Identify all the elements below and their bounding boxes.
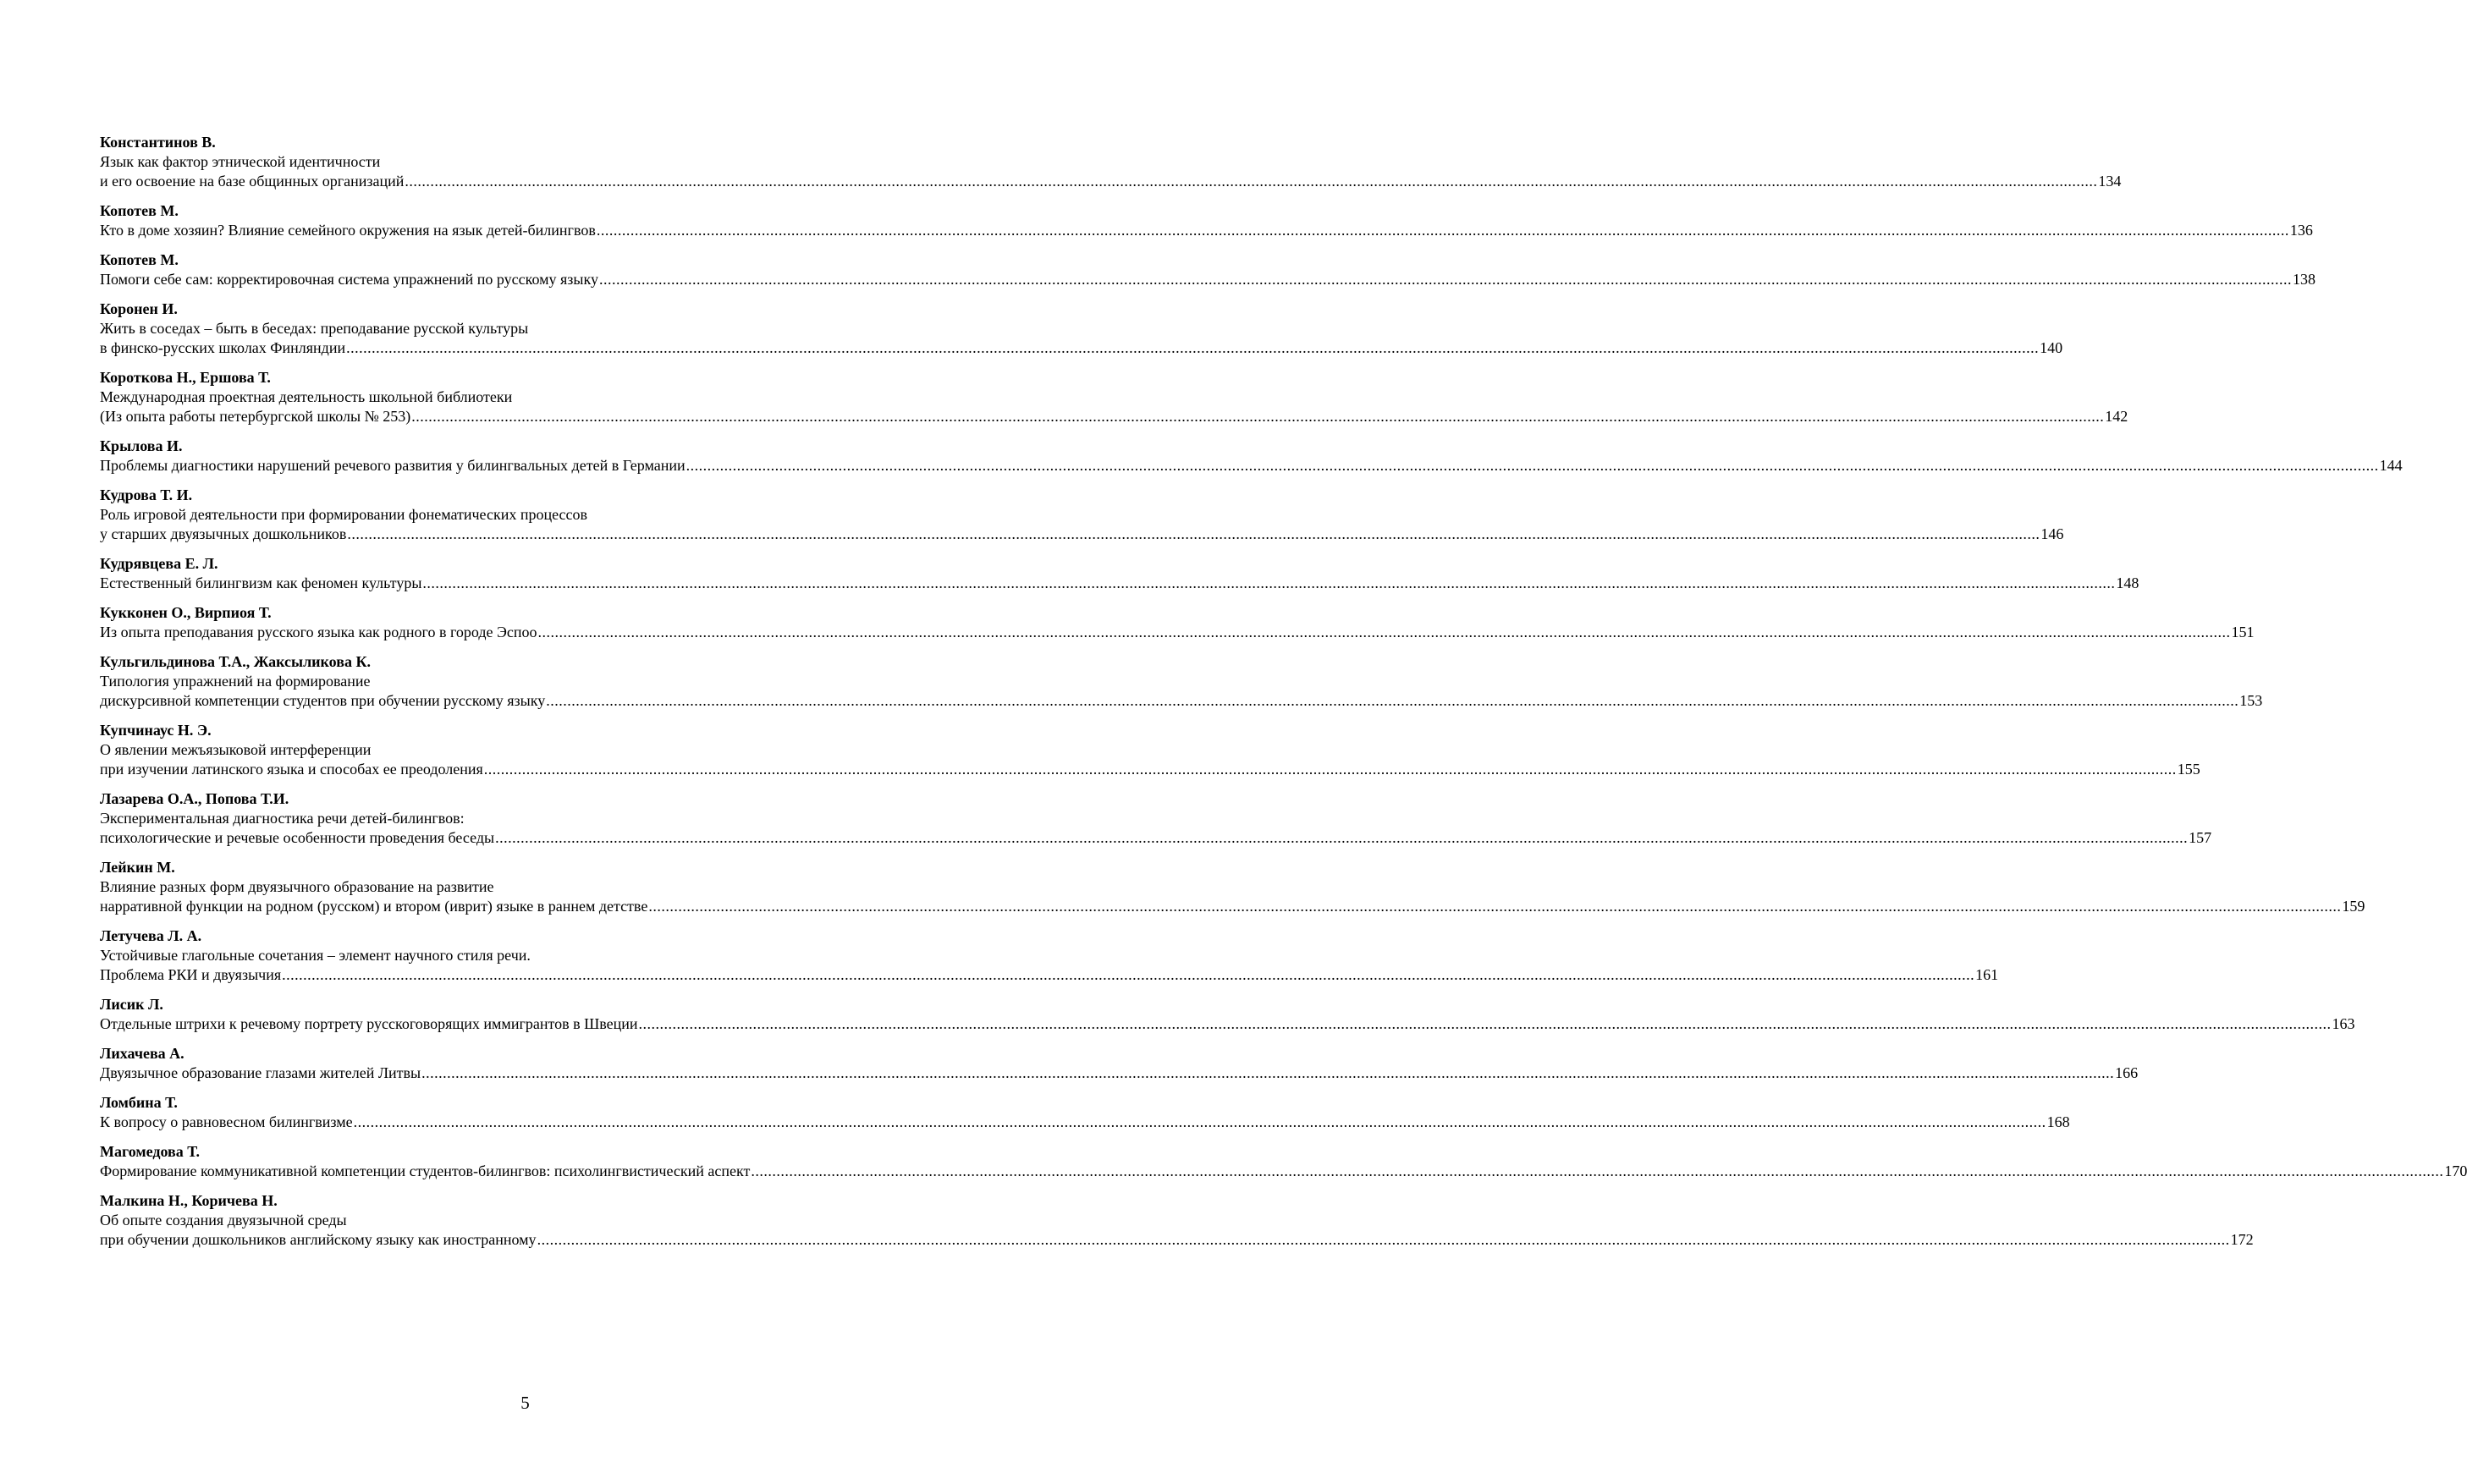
toc-entry-title-line: Экспериментальная диагностика речи детей-билингвов:	[100, 810, 465, 827]
toc-entry-title-line: Из опыта преподавания русского языка как родного в городе Эспоо	[100, 624, 537, 640]
dot-leader: ................................................................................................................................................................................................................................................................................................................................................................................................................	[638, 1015, 2332, 1032]
toc-entry-last-line	[100, 525, 2064, 544]
toc-entry	[100, 995, 2355, 1034]
toc-entry-page: 159	[2342, 898, 2365, 915]
toc-entry-last-line	[100, 1014, 2355, 1034]
toc-entry-authors: Копотев М.	[100, 251, 179, 268]
toc-entry-authors: Лазарева О.А., Попова Т.И.	[100, 790, 289, 807]
toc-entry	[100, 603, 2255, 642]
toc-entry-page: 140	[2040, 339, 2063, 356]
toc-entry-page: 138	[2292, 271, 2316, 288]
toc-entry-authors: Константинов В.	[100, 134, 216, 151]
toc-entry-title-line: Устойчивые глагольные сочетания – элемент научного стиля речи.	[100, 947, 531, 964]
toc-entry-title-line: Помоги себе сам: корректировочная система упражнений по русскому языку	[100, 271, 598, 288]
toc-entry	[100, 368, 2128, 426]
toc-entry-page: 161	[1975, 966, 1999, 983]
toc-entry-title-line: Влияние разных форм двуязычного образование на развитие	[100, 878, 494, 895]
toc-entry-page: 146	[2040, 525, 2064, 542]
toc-entry-page: 163	[2332, 1015, 2355, 1032]
toc-entry-title-line: при обучении дошкольников английскому языку как иностранному	[100, 1231, 537, 1248]
dot-leader: ................................................................................................................................................................................................................................................................................................................................................................................................................	[483, 761, 2177, 778]
toc-entry-last-line	[100, 828, 2212, 848]
toc-entry	[100, 1191, 2254, 1250]
toc-entry-title-line: при изучении латинского языка и способах ее преодоления	[100, 761, 483, 778]
dot-leader: ................................................................................................................................................................................................................................................................................................................................................................................................................	[598, 271, 2292, 288]
toc-entry-title-line: в финско-русских школах Финляндии	[100, 339, 346, 356]
toc-entry-authors: Лисик Л.	[100, 996, 163, 1013]
toc-entry	[100, 652, 2263, 711]
toc-entry-title-line: Кто в доме хозяин? Влияние семейного окружения на язык детей-билингвов	[100, 222, 596, 239]
toc-entry-title-line: Об опыте создания двуязычной среды	[100, 1212, 347, 1228]
toc-entry-title-line: Международная проектная деятельность школьной библиотеки	[100, 388, 513, 405]
toc-entry-authors: Коронен И.	[100, 300, 178, 317]
toc-entry-last-line	[100, 221, 2313, 240]
toc-entry	[100, 437, 2403, 475]
toc-entry	[100, 300, 2063, 358]
toc-entry-last-line	[100, 574, 2139, 593]
toc-entry-last-line	[100, 456, 2403, 475]
toc-entry	[100, 250, 2316, 289]
toc-entry-authors: Кудрявцева Е. Л.	[100, 555, 218, 572]
toc-entry-page: 168	[2046, 1113, 2070, 1130]
toc-entry	[100, 133, 2122, 191]
toc-entry-authors: Кульгильдинова Т.А., Жаксыликова К.	[100, 653, 372, 670]
dot-leader: ................................................................................................................................................................................................................................................................................................................................................................................................................	[648, 898, 2342, 915]
toc-entry-title-line: Отдельные штрихи к речевому портрету русскоговорящих иммигрантов в Швеции	[100, 1015, 638, 1032]
dot-leader: ................................................................................................................................................................................................................................................................................................................................................................................................................	[495, 829, 2189, 846]
toc-entry-page: 142	[2105, 408, 2128, 425]
toc-entry-title-line: К вопросу о равновесном билингвизме	[100, 1113, 353, 1130]
toc-entry-title-line: психологические и речевые особенности проведения беседы	[100, 829, 495, 846]
toc-entry	[100, 926, 1999, 985]
toc-entry-page: 134	[2098, 173, 2122, 190]
page-number: 5	[520, 1393, 530, 1413]
toc-entry	[100, 789, 2212, 848]
toc-entry-authors: Магомедова Т.	[100, 1143, 200, 1160]
toc-entry-title-line: Естественный билингвизм как феномен культуры	[100, 574, 422, 591]
toc-entry-authors: Купчинаус Н. Э.	[100, 722, 212, 739]
dot-leader: ................................................................................................................................................................................................................................................................................................................................................................................................................	[596, 222, 2289, 239]
dot-leader: ................................................................................................................................................................................................................................................................................................................................................................................................................	[411, 408, 2105, 425]
toc-entry-last-line	[100, 338, 2063, 358]
toc-entry-last-line	[100, 270, 2316, 289]
toc-entry-page: 151	[2231, 624, 2255, 640]
toc-entry-title-line: и его освоение на базе общинных организаций	[100, 173, 405, 190]
toc-entry-authors: Летучева Л. А.	[100, 927, 202, 944]
toc-entry-page: 157	[2189, 829, 2212, 846]
dot-leader: ................................................................................................................................................................................................................................................................................................................................................................................................................	[422, 574, 2116, 591]
toc-entry-title-line: дискурсивной компетенции студентов при обучении русскому языку	[100, 692, 546, 709]
toc-entry	[100, 201, 2313, 240]
toc-entry	[100, 486, 2064, 544]
toc-entry-page: 153	[2239, 692, 2263, 709]
dot-leader: ................................................................................................................................................................................................................................................................................................................................................................................................................	[546, 692, 2239, 709]
dot-leader: ................................................................................................................................................................................................................................................................................................................................................................................................................	[353, 1113, 2046, 1130]
toc-entry-authors: Копотев М.	[100, 202, 179, 219]
toc-entry	[100, 1093, 2070, 1132]
toc-entry-title-line: Двуязычное образование глазами жителей Литвы	[100, 1064, 421, 1081]
toc-entry	[100, 721, 2200, 779]
toc-entry-page: 166	[2115, 1064, 2139, 1081]
dot-leader: ................................................................................................................................................................................................................................................................................................................................................................................................................	[537, 624, 2231, 640]
toc-entry-title-line: Формирование коммуникативной компетенции студентов-билингвов: психолингвистический аспект	[100, 1162, 751, 1179]
toc-entry	[100, 858, 2365, 916]
toc-entry-last-line	[100, 1113, 2070, 1132]
toc-entry-last-line	[100, 172, 2122, 191]
toc-entry-page: 170	[2444, 1162, 2467, 1179]
toc-entry-last-line	[100, 1064, 2139, 1083]
toc-entry-title-line: нарративной функции на родном (русском) и втором (иврит) языке в раннем детстве	[100, 898, 648, 915]
toc-entry-title-line: Проблема РКИ и двуязычия	[100, 966, 282, 983]
toc-entry	[100, 1044, 2139, 1083]
toc-entry-last-line	[100, 691, 2263, 711]
toc-entry-page: 172	[2230, 1231, 2254, 1248]
toc-entry-title-line: (Из опыта работы петербургской школы № 253)	[100, 408, 411, 425]
table-of-contents	[100, 133, 2467, 1260]
toc-entry-title-line: Типология упражнений на формирование	[100, 673, 371, 690]
toc-entry-authors: Лейкин М.	[100, 859, 175, 876]
toc-entry-last-line	[100, 760, 2200, 779]
dot-leader: ................................................................................................................................................................................................................................................................................................................................................................................................................	[347, 525, 2040, 542]
toc-entry-title-line: Жить в соседах – быть в беседах: преподавание русской культуры	[100, 320, 529, 337]
toc-entry-title-line: Проблемы диагностики нарушений речевого развития у билингвальных детей в Германии	[100, 457, 686, 474]
dot-leader: ................................................................................................................................................................................................................................................................................................................................................................................................................	[405, 173, 2098, 190]
toc-entry-title-line: Язык как фактор этнической идентичности	[100, 153, 381, 170]
toc-entry-last-line	[100, 407, 2128, 426]
toc-entry-page: 155	[2177, 761, 2200, 778]
toc-entry-last-line	[100, 965, 1999, 985]
toc-entry-title-line: О явлении межъязыковой интерференции	[100, 741, 372, 758]
dot-leader: ................................................................................................................................................................................................................................................................................................................................................................................................................	[751, 1162, 2444, 1179]
toc-entry-authors: Кукконен О., Вирпиоя Т.	[100, 604, 272, 621]
toc-entry-page: 148	[2116, 574, 2139, 591]
toc-entry-last-line	[100, 623, 2255, 642]
dot-leader: ................................................................................................................................................................................................................................................................................................................................................................................................................	[421, 1064, 2115, 1081]
toc-entry	[100, 1142, 2467, 1181]
toc-entry-title-line: Роль игровой деятельности при формировании фонематических процессов	[100, 506, 588, 523]
toc-entry-authors: Лихачева А.	[100, 1045, 184, 1062]
toc-entry-authors: Кудрова Т. И.	[100, 486, 193, 503]
toc-entry-authors: Ломбина Т.	[100, 1094, 178, 1111]
toc-entry-title-line: у старших двуязычных дошкольников	[100, 525, 347, 542]
toc-entry-authors: Малкина Н., Коричева Н.	[100, 1192, 278, 1209]
dot-leader: ................................................................................................................................................................................................................................................................................................................................................................................................................	[537, 1231, 2230, 1248]
toc-entry-page: 136	[2289, 222, 2313, 239]
toc-entry-page: 144	[2379, 457, 2403, 474]
toc-entry-last-line	[100, 1230, 2254, 1250]
dot-leader: ................................................................................................................................................................................................................................................................................................................................................................................................................	[686, 457, 2379, 474]
toc-entry	[100, 554, 2139, 593]
dot-leader: ................................................................................................................................................................................................................................................................................................................................................................................................................	[282, 966, 1975, 983]
toc-entry-last-line	[100, 1162, 2467, 1181]
toc-entry-authors: Короткова Н., Ершова Т.	[100, 369, 271, 386]
toc-entry-authors: Крылова И.	[100, 437, 183, 454]
dot-leader: ................................................................................................................................................................................................................................................................................................................................................................................................................	[346, 339, 2040, 356]
toc-entry-last-line	[100, 897, 2365, 916]
